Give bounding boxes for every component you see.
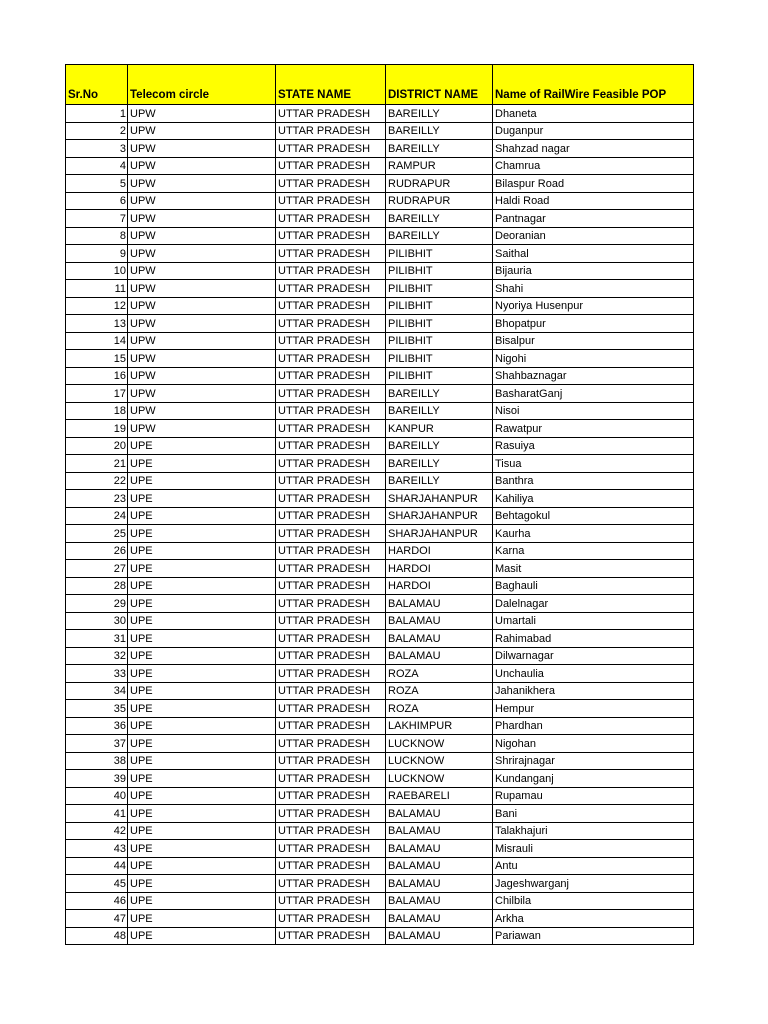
table-row: [66, 805, 694, 823]
table-row: [66, 157, 694, 175]
cell-district-name: PILIBHIT: [386, 350, 493, 368]
cell-state-name: UTTAR PRADESH: [276, 472, 386, 490]
cell-pop-name: Tisua: [493, 455, 694, 473]
table-row: [66, 682, 694, 700]
cell-telecom-circle: UPW: [128, 385, 276, 403]
table-row: [66, 280, 694, 298]
cell-sr-no: 30: [66, 612, 128, 630]
cell-state-name: UTTAR PRADESH: [276, 840, 386, 858]
cell-district-name: BALAMAU: [386, 595, 493, 613]
cell-telecom-circle: UPE: [128, 647, 276, 665]
cell-district-name: PILIBHIT: [386, 280, 493, 298]
cell-pop-name: Dalelnagar: [493, 595, 694, 613]
cell-pop-name: Pantnagar: [493, 210, 694, 228]
cell-pop-name: Rasuiya: [493, 437, 694, 455]
cell-sr-no: 23: [66, 490, 128, 508]
cell-sr-no: 20: [66, 437, 128, 455]
cell-pop-name: Masit: [493, 560, 694, 578]
cell-district-name: SHARJAHANPUR: [386, 525, 493, 543]
cell-telecom-circle: UPE: [128, 875, 276, 893]
cell-sr-no: 36: [66, 717, 128, 735]
cell-pop-name: Bhopatpur: [493, 315, 694, 333]
cell-state-name: UTTAR PRADESH: [276, 787, 386, 805]
cell-sr-no: 29: [66, 595, 128, 613]
cell-district-name: BALAMAU: [386, 857, 493, 875]
cell-state-name: UTTAR PRADESH: [276, 822, 386, 840]
cell-sr-no: 19: [66, 420, 128, 438]
cell-telecom-circle: UPW: [128, 350, 276, 368]
cell-state-name: UTTAR PRADESH: [276, 192, 386, 210]
cell-pop-name: Bijauria: [493, 262, 694, 280]
cell-district-name: HARDOI: [386, 542, 493, 560]
table-row: [66, 892, 694, 910]
cell-sr-no: 13: [66, 315, 128, 333]
cell-district-name: PILIBHIT: [386, 367, 493, 385]
cell-telecom-circle: UPW: [128, 192, 276, 210]
cell-pop-name: Jageshwarganj: [493, 875, 694, 893]
cell-telecom-circle: UPE: [128, 682, 276, 700]
cell-pop-name: Pariawan: [493, 927, 694, 945]
table-row: [66, 227, 694, 245]
table-row: [66, 315, 694, 333]
cell-pop-name: Nyoriya Husenpur: [493, 297, 694, 315]
cell-pop-name: Rupamau: [493, 787, 694, 805]
cell-telecom-circle: UPW: [128, 140, 276, 158]
cell-district-name: BALAMAU: [386, 840, 493, 858]
cell-state-name: UTTAR PRADESH: [276, 490, 386, 508]
cell-district-name: PILIBHIT: [386, 332, 493, 350]
cell-pop-name: Rahimabad: [493, 630, 694, 648]
cell-telecom-circle: UPW: [128, 420, 276, 438]
table-row: [66, 612, 694, 630]
cell-state-name: UTTAR PRADESH: [276, 805, 386, 823]
cell-pop-name: Dhaneta: [493, 105, 694, 123]
table-row: [66, 787, 694, 805]
cell-state-name: UTTAR PRADESH: [276, 752, 386, 770]
table-row: [66, 647, 694, 665]
table-row: [66, 420, 694, 438]
cell-sr-no: 12: [66, 297, 128, 315]
table-row: [66, 140, 694, 158]
table-row: [66, 350, 694, 368]
pop-table: [65, 64, 694, 945]
cell-state-name: UTTAR PRADESH: [276, 227, 386, 245]
cell-state-name: UTTAR PRADESH: [276, 385, 386, 403]
cell-sr-no: 25: [66, 525, 128, 543]
cell-telecom-circle: UPW: [128, 280, 276, 298]
cell-state-name: UTTAR PRADESH: [276, 857, 386, 875]
table-row: [66, 752, 694, 770]
table-row: [66, 875, 694, 893]
cell-telecom-circle: UPE: [128, 735, 276, 753]
cell-sr-no: 44: [66, 857, 128, 875]
cell-state-name: UTTAR PRADESH: [276, 402, 386, 420]
table-body: [66, 105, 694, 945]
cell-telecom-circle: UPE: [128, 630, 276, 648]
cell-district-name: PILIBHIT: [386, 315, 493, 333]
cell-sr-no: 16: [66, 367, 128, 385]
cell-district-name: BAREILLY: [386, 437, 493, 455]
cell-state-name: UTTAR PRADESH: [276, 665, 386, 683]
table-row: [66, 455, 694, 473]
cell-state-name: UTTAR PRADESH: [276, 315, 386, 333]
table-row: [66, 525, 694, 543]
cell-telecom-circle: UPE: [128, 437, 276, 455]
header-sr-no: Sr.No: [66, 65, 128, 105]
cell-sr-no: 15: [66, 350, 128, 368]
cell-sr-no: 39: [66, 770, 128, 788]
table-row: [66, 927, 694, 945]
cell-district-name: BAREILLY: [386, 227, 493, 245]
cell-state-name: UTTAR PRADESH: [276, 525, 386, 543]
table-row: [66, 665, 694, 683]
table-row: [66, 472, 694, 490]
cell-district-name: BALAMAU: [386, 927, 493, 945]
cell-telecom-circle: UPE: [128, 595, 276, 613]
cell-telecom-circle: UPW: [128, 245, 276, 263]
cell-pop-name: Saithal: [493, 245, 694, 263]
cell-district-name: ROZA: [386, 682, 493, 700]
cell-sr-no: 24: [66, 507, 128, 525]
cell-state-name: UTTAR PRADESH: [276, 927, 386, 945]
cell-pop-name: Arkha: [493, 910, 694, 928]
cell-telecom-circle: UPE: [128, 927, 276, 945]
cell-sr-no: 3: [66, 140, 128, 158]
cell-sr-no: 9: [66, 245, 128, 263]
cell-telecom-circle: UPE: [128, 612, 276, 630]
cell-pop-name: Baghauli: [493, 577, 694, 595]
cell-telecom-circle: UPE: [128, 665, 276, 683]
cell-sr-no: 14: [66, 332, 128, 350]
cell-pop-name: Shahi: [493, 280, 694, 298]
table-row: [66, 577, 694, 595]
cell-district-name: ROZA: [386, 700, 493, 718]
cell-district-name: BALAMAU: [386, 875, 493, 893]
cell-state-name: UTTAR PRADESH: [276, 910, 386, 928]
cell-pop-name: Kaurha: [493, 525, 694, 543]
cell-sr-no: 4: [66, 157, 128, 175]
cell-state-name: UTTAR PRADESH: [276, 332, 386, 350]
cell-sr-no: 37: [66, 735, 128, 753]
cell-state-name: UTTAR PRADESH: [276, 105, 386, 123]
table-row: [66, 560, 694, 578]
cell-district-name: BALAMAU: [386, 892, 493, 910]
cell-telecom-circle: UPW: [128, 227, 276, 245]
table-row: [66, 630, 694, 648]
cell-telecom-circle: UPE: [128, 455, 276, 473]
cell-pop-name: Chilbila: [493, 892, 694, 910]
table-row: [66, 245, 694, 263]
cell-pop-name: Umartali: [493, 612, 694, 630]
cell-district-name: BALAMAU: [386, 630, 493, 648]
cell-district-name: BAREILLY: [386, 140, 493, 158]
table-row: [66, 437, 694, 455]
cell-sr-no: 27: [66, 560, 128, 578]
spreadsheet: [65, 64, 693, 945]
cell-telecom-circle: UPE: [128, 910, 276, 928]
cell-telecom-circle: UPE: [128, 805, 276, 823]
cell-telecom-circle: UPE: [128, 525, 276, 543]
cell-sr-no: 32: [66, 647, 128, 665]
table-row: [66, 507, 694, 525]
cell-state-name: UTTAR PRADESH: [276, 717, 386, 735]
cell-telecom-circle: UPW: [128, 297, 276, 315]
cell-state-name: UTTAR PRADESH: [276, 542, 386, 560]
cell-state-name: UTTAR PRADESH: [276, 262, 386, 280]
cell-pop-name: Dilwarnagar: [493, 647, 694, 665]
cell-telecom-circle: UPE: [128, 770, 276, 788]
cell-telecom-circle: UPW: [128, 105, 276, 123]
cell-pop-name: Misrauli: [493, 840, 694, 858]
cell-sr-no: 42: [66, 822, 128, 840]
table-row: [66, 105, 694, 123]
cell-telecom-circle: UPE: [128, 857, 276, 875]
header-district-name: DISTRICT NAME: [386, 65, 493, 105]
cell-sr-no: 46: [66, 892, 128, 910]
cell-sr-no: 48: [66, 927, 128, 945]
cell-state-name: UTTAR PRADESH: [276, 595, 386, 613]
table-row: [66, 402, 694, 420]
cell-sr-no: 41: [66, 805, 128, 823]
cell-sr-no: 2: [66, 122, 128, 140]
table-row: [66, 822, 694, 840]
cell-sr-no: 26: [66, 542, 128, 560]
cell-pop-name: Antu: [493, 857, 694, 875]
table-row: [66, 385, 694, 403]
cell-pop-name: Rawatpur: [493, 420, 694, 438]
cell-telecom-circle: UPE: [128, 892, 276, 910]
cell-district-name: LAKHIMPUR: [386, 717, 493, 735]
cell-district-name: PILIBHIT: [386, 245, 493, 263]
cell-telecom-circle: UPW: [128, 157, 276, 175]
header-row: [66, 65, 694, 105]
header-pop-name: Name of RailWire Feasible POP: [493, 65, 694, 105]
cell-telecom-circle: UPW: [128, 332, 276, 350]
table-row: [66, 367, 694, 385]
cell-state-name: UTTAR PRADESH: [276, 175, 386, 193]
cell-sr-no: 11: [66, 280, 128, 298]
cell-state-name: UTTAR PRADESH: [276, 245, 386, 263]
header-state-name: STATE NAME: [276, 65, 386, 105]
cell-pop-name: Shahbaznagar: [493, 367, 694, 385]
cell-state-name: UTTAR PRADESH: [276, 892, 386, 910]
cell-pop-name: Shrirajnagar: [493, 752, 694, 770]
cell-sr-no: 6: [66, 192, 128, 210]
cell-district-name: BAREILLY: [386, 455, 493, 473]
cell-pop-name: Nigohan: [493, 735, 694, 753]
cell-state-name: UTTAR PRADESH: [276, 682, 386, 700]
table-row: [66, 490, 694, 508]
table-row: [66, 192, 694, 210]
cell-district-name: PILIBHIT: [386, 297, 493, 315]
cell-state-name: UTTAR PRADESH: [276, 630, 386, 648]
cell-sr-no: 33: [66, 665, 128, 683]
cell-sr-no: 18: [66, 402, 128, 420]
cell-telecom-circle: UPW: [128, 402, 276, 420]
cell-state-name: UTTAR PRADESH: [276, 350, 386, 368]
cell-telecom-circle: UPW: [128, 175, 276, 193]
cell-telecom-circle: UPW: [128, 122, 276, 140]
cell-telecom-circle: UPE: [128, 700, 276, 718]
cell-state-name: UTTAR PRADESH: [276, 437, 386, 455]
cell-pop-name: Nisoi: [493, 402, 694, 420]
cell-district-name: SHARJAHANPUR: [386, 507, 493, 525]
cell-pop-name: Hempur: [493, 700, 694, 718]
cell-sr-no: 43: [66, 840, 128, 858]
table-row: [66, 175, 694, 193]
cell-district-name: BAREILLY: [386, 472, 493, 490]
cell-pop-name: Behtagokul: [493, 507, 694, 525]
cell-sr-no: 31: [66, 630, 128, 648]
cell-district-name: RUDRAPUR: [386, 175, 493, 193]
table-row: [66, 840, 694, 858]
cell-telecom-circle: UPE: [128, 560, 276, 578]
cell-district-name: HARDOI: [386, 577, 493, 595]
cell-sr-no: 5: [66, 175, 128, 193]
cell-pop-name: BasharatGanj: [493, 385, 694, 403]
cell-district-name: ROZA: [386, 665, 493, 683]
cell-sr-no: 8: [66, 227, 128, 245]
cell-sr-no: 47: [66, 910, 128, 928]
cell-district-name: BALAMAU: [386, 805, 493, 823]
cell-district-name: LUCKNOW: [386, 770, 493, 788]
cell-pop-name: Bilaspur Road: [493, 175, 694, 193]
cell-state-name: UTTAR PRADESH: [276, 455, 386, 473]
cell-state-name: UTTAR PRADESH: [276, 770, 386, 788]
cell-district-name: BALAMAU: [386, 647, 493, 665]
cell-state-name: UTTAR PRADESH: [276, 367, 386, 385]
cell-pop-name: Talakhajuri: [493, 822, 694, 840]
table-row: [66, 595, 694, 613]
table-row: [66, 700, 694, 718]
cell-district-name: BAREILLY: [386, 402, 493, 420]
cell-district-name: SHARJAHANPUR: [386, 490, 493, 508]
cell-sr-no: 10: [66, 262, 128, 280]
cell-telecom-circle: UPE: [128, 472, 276, 490]
cell-sr-no: 22: [66, 472, 128, 490]
cell-state-name: UTTAR PRADESH: [276, 280, 386, 298]
cell-pop-name: Deoranian: [493, 227, 694, 245]
cell-state-name: UTTAR PRADESH: [276, 210, 386, 228]
table-row: [66, 542, 694, 560]
cell-telecom-circle: UPE: [128, 490, 276, 508]
cell-district-name: BAREILLY: [386, 385, 493, 403]
cell-pop-name: Phardhan: [493, 717, 694, 735]
cell-telecom-circle: UPE: [128, 717, 276, 735]
cell-state-name: UTTAR PRADESH: [276, 297, 386, 315]
cell-sr-no: 17: [66, 385, 128, 403]
cell-pop-name: Nigohi: [493, 350, 694, 368]
cell-sr-no: 35: [66, 700, 128, 718]
cell-pop-name: Karna: [493, 542, 694, 560]
cell-telecom-circle: UPW: [128, 315, 276, 333]
cell-sr-no: 34: [66, 682, 128, 700]
cell-state-name: UTTAR PRADESH: [276, 875, 386, 893]
cell-state-name: UTTAR PRADESH: [276, 577, 386, 595]
cell-state-name: UTTAR PRADESH: [276, 647, 386, 665]
cell-sr-no: 21: [66, 455, 128, 473]
cell-district-name: RAMPUR: [386, 157, 493, 175]
table-row: [66, 910, 694, 928]
cell-sr-no: 38: [66, 752, 128, 770]
cell-state-name: UTTAR PRADESH: [276, 612, 386, 630]
cell-pop-name: Bisalpur: [493, 332, 694, 350]
cell-pop-name: Banthra: [493, 472, 694, 490]
cell-district-name: RUDRAPUR: [386, 192, 493, 210]
cell-pop-name: Duganpur: [493, 122, 694, 140]
cell-district-name: BAREILLY: [386, 122, 493, 140]
cell-pop-name: Unchaulia: [493, 665, 694, 683]
cell-state-name: UTTAR PRADESH: [276, 507, 386, 525]
cell-state-name: UTTAR PRADESH: [276, 700, 386, 718]
cell-telecom-circle: UPW: [128, 367, 276, 385]
table-row: [66, 770, 694, 788]
cell-state-name: UTTAR PRADESH: [276, 157, 386, 175]
table-row: [66, 332, 694, 350]
cell-district-name: LUCKNOW: [386, 752, 493, 770]
cell-telecom-circle: UPW: [128, 210, 276, 228]
cell-district-name: HARDOI: [386, 560, 493, 578]
table-row: [66, 297, 694, 315]
cell-pop-name: Haldi Road: [493, 192, 694, 210]
cell-pop-name: Kahiliya: [493, 490, 694, 508]
header-telecom-circle: Telecom circle: [128, 65, 276, 105]
cell-state-name: UTTAR PRADESH: [276, 735, 386, 753]
cell-district-name: BALAMAU: [386, 822, 493, 840]
cell-telecom-circle: UPE: [128, 542, 276, 560]
cell-telecom-circle: UPE: [128, 822, 276, 840]
cell-pop-name: Jahanikhera: [493, 682, 694, 700]
cell-state-name: UTTAR PRADESH: [276, 122, 386, 140]
cell-sr-no: 7: [66, 210, 128, 228]
cell-telecom-circle: UPW: [128, 262, 276, 280]
cell-district-name: BALAMAU: [386, 910, 493, 928]
cell-pop-name: Chamrua: [493, 157, 694, 175]
cell-pop-name: Bani: [493, 805, 694, 823]
cell-district-name: BALAMAU: [386, 612, 493, 630]
cell-sr-no: 45: [66, 875, 128, 893]
cell-telecom-circle: UPE: [128, 752, 276, 770]
cell-sr-no: 28: [66, 577, 128, 595]
cell-telecom-circle: UPE: [128, 787, 276, 805]
cell-sr-no: 40: [66, 787, 128, 805]
table-row: [66, 210, 694, 228]
cell-district-name: LUCKNOW: [386, 735, 493, 753]
cell-state-name: UTTAR PRADESH: [276, 140, 386, 158]
cell-sr-no: 1: [66, 105, 128, 123]
cell-district-name: PILIBHIT: [386, 262, 493, 280]
table-row: [66, 122, 694, 140]
cell-telecom-circle: UPE: [128, 577, 276, 595]
cell-pop-name: Kundanganj: [493, 770, 694, 788]
table-row: [66, 262, 694, 280]
cell-state-name: UTTAR PRADESH: [276, 420, 386, 438]
cell-district-name: RAEBARELI: [386, 787, 493, 805]
table-row: [66, 857, 694, 875]
cell-telecom-circle: UPE: [128, 840, 276, 858]
table-row: [66, 717, 694, 735]
cell-district-name: KANPUR: [386, 420, 493, 438]
cell-pop-name: Shahzad nagar: [493, 140, 694, 158]
table-row: [66, 735, 694, 753]
cell-district-name: BAREILLY: [386, 105, 493, 123]
cell-state-name: UTTAR PRADESH: [276, 560, 386, 578]
cell-district-name: BAREILLY: [386, 210, 493, 228]
cell-telecom-circle: UPE: [128, 507, 276, 525]
